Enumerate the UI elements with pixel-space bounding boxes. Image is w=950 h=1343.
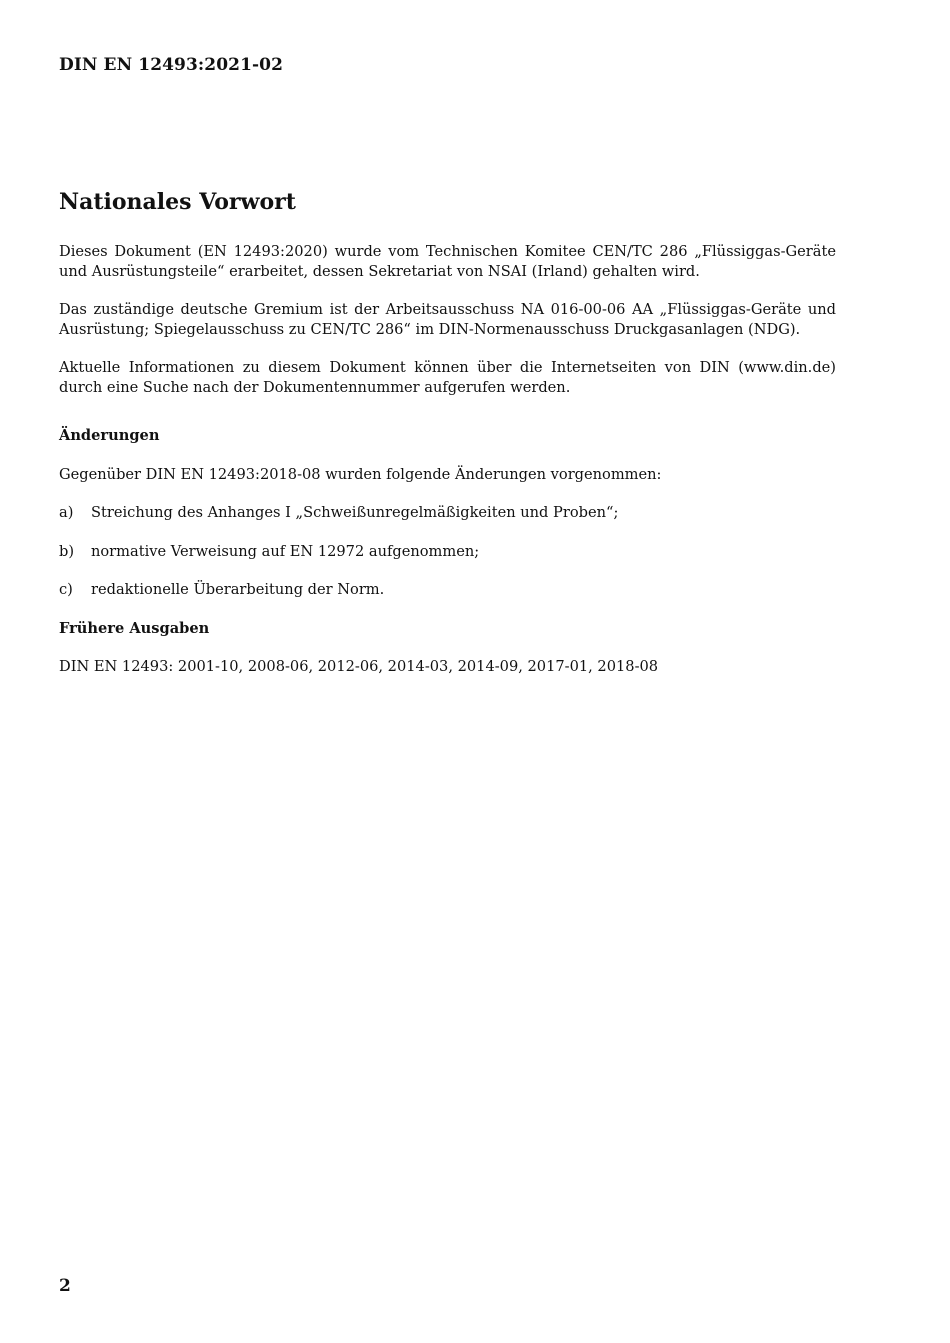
list-marker: a) [59,504,74,521]
document-id-header: DIN EN 12493:2021-02 [59,55,284,75]
list-item [59,542,836,562]
paragraph-german-body: Das zuständige deutsche Gremium ist der Arbeitsausschuss NA 016-00-06 AA „Flüssiggas-Geräte und Ausrüstung; Spiegelausschuss zu CEN/TC 286“ im DIN-Normenausschuss Druckgasanlagen (NDG). [59,301,836,338]
list-marker: c) [59,581,73,598]
list-item [59,503,836,523]
section-title: Nationales Vorwort [59,189,296,215]
main-content [59,186,836,696]
list-marker: b) [59,542,75,560]
paragraph-information: Aktuelle Informationen zu diesem Dokument können über die Internetseiten von DIN (www.din.de) durch eine Suche nach der Dokumentennummer aufgerufen werden. [59,359,836,396]
previous-editions-text: DIN EN 12493: 2001-10, 2008-06, 2012-06, 2014-03, 2014-09, 2017-01, 2018-08 [59,658,659,675]
list-item-text: normative Verweisung auf EN 12972 aufgenommen; [91,542,480,560]
changes-heading: Änderungen [59,427,160,444]
changes-list [59,503,836,600]
list-item [59,580,836,600]
list-item-text: redaktionelle Überarbeitung der Norm. [91,581,385,598]
list-item-text: Streichung des Anhanges I „Schweißunregelmäßigkeiten und Proben“; [91,504,619,521]
changes-intro: Gegenüber DIN EN 12493:2018-08 wurden folgende Änderungen vorgenommen: [59,465,662,483]
previous-editions-heading: Frühere Ausgaben [59,619,210,637]
paragraph-committee: Dieses Dokument (EN 12493:2020) wurde vom Technischen Komitee CEN/TC 286 „Flüssiggas-Geräte und Ausrüstungsteile“ erarbeitet, dessen Sekretariat von NSAI (Irland) gehalten wird. [59,243,836,280]
page-number: 2 [59,1276,71,1296]
